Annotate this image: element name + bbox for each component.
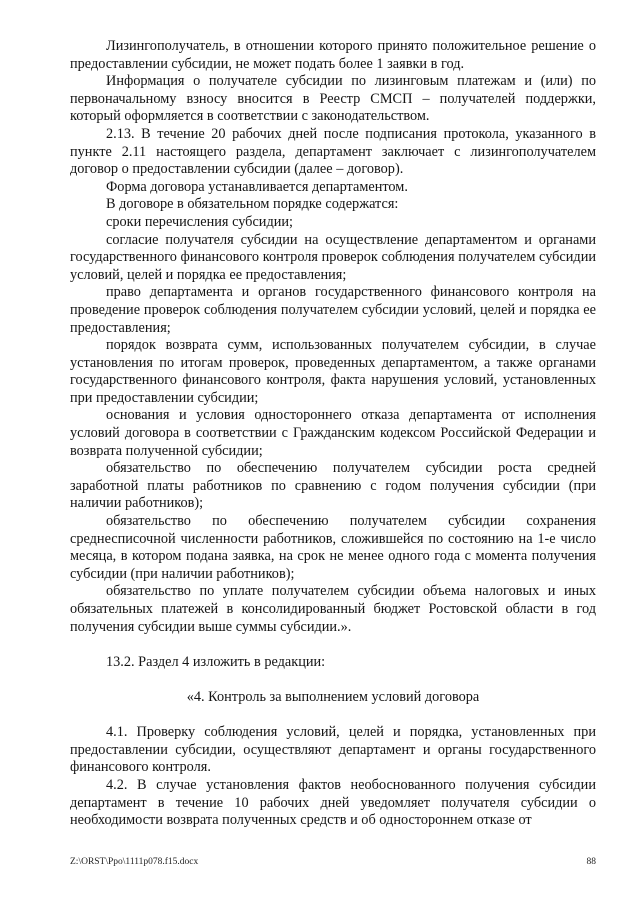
paragraph: В договоре в обязательном порядке содержатся: [106, 196, 399, 213]
footer-file-path: Z:\ORST\Ppo\1111p078.f15.docx [70, 857, 199, 867]
paragraph: 4.2. В случае установления фактов необоснованного получения субсидии департамент в течение 10 рабочих дней уведомляет получателя субсидии о необходимости возврата полученных средств и об одностороннем отказе от [70, 776, 596, 829]
section-heading: «4. Контроль за выполнением условий договора [186, 688, 480, 705]
paragraph: Лизингополучатель, в отношении которого принято положительное решение о предоставлении субсидии, не может подать более 1 заявки в год. [70, 38, 596, 72]
paragraph: обязательство по уплате получателем субсидии объема налоговых и иных обязательных платежей в консолидированный бюджет Ростовской области в год получения субсидии выше суммы субсидии.». [70, 583, 596, 635]
paragraph: 13.2. Раздел 4 изложить в редакции: [106, 653, 326, 670]
paragraph: сроки перечисления субсидии; [106, 213, 294, 230]
paragraph: Информация о получателе субсидии по лизинговым платежам и (или) по первоначальному взносу вносится в Реестр СМСП – получателей поддержки, который оформляется в соответствии с законодательством. [70, 73, 596, 125]
paragraph: согласие получателя субсидии на осуществление департаментом и органами государственного финансового контроля проверок соблюдения получателем субсидии условий, целей и порядка ее предоставления; [70, 231, 596, 283]
paragraph: право департамента и органов государственного финансового контроля на проведение проверок соблюдения получателем субсидии условий, целей и порядка ее предоставления; [70, 284, 596, 336]
paragraph: 2.13. В течение 20 рабочих дней после подписания протокола, указанного в пункте 2.11 настоящего раздела, департамент заключает с лизингополучателем договор о предоставлении субсидии (далее – договор). [70, 125, 596, 178]
paragraph: порядок возврата сумм, использованных получателем субсидии, в случае установления по итогам проверок, проведенных департаментом, а также органами государственного финансового контроля, факта нарушения условий, установленных при предоставлении субсидии; [70, 337, 596, 406]
paragraph: Форма договора устанавливается департаментом. [106, 178, 408, 195]
paragraph: 4.1. Проверку соблюдения условий, целей и порядка, установленных при предоставлении субсидии, осуществляют департамент и органы государственного финансового контроля. [70, 724, 596, 776]
page-footer [70, 857, 596, 867]
paragraph: основания и условия одностороннего отказа департамента от исполнения условий договора в соответствии с Гражданским кодексом Российской Федерации и возврата полученной субсидии; [70, 407, 596, 459]
paragraph: обязательство по обеспечению получателем субсидии роста средней заработной платы работников по сравнению с годом получения субсидии (при наличии работников); [70, 460, 596, 512]
document-body [70, 38, 596, 830]
paragraph: обязательство по обеспечению получателем субсидии сохранения среднесписочной численности работников, сложившейся по состоянию на 1-е число месяца, в котором подана заявка, на срок не менее одного года с момента получения субсидии (при наличии работников); [70, 513, 596, 582]
footer-page-number: 88 [586, 857, 596, 867]
